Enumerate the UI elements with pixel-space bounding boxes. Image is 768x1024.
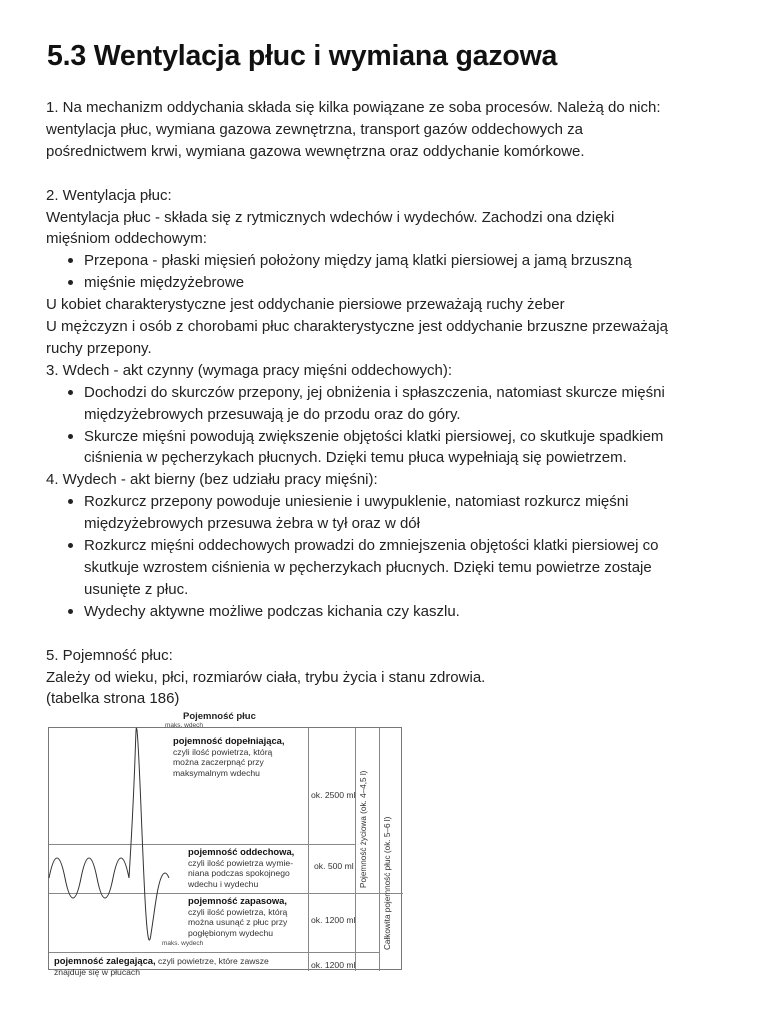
paragraph-line: Wentylacja płuc - składa się z rytmicznych wdechów i wydechów. Zachodzi ona dzięki [46, 208, 615, 226]
capacity-cell: pojemność dopełniająca, czyli ilość powietrza, którą można zaczerpnąć przy maksymalnym wdechu [173, 735, 285, 778]
list-item: Skurcze mięśni powodują zwiększenie objętości klatki piersiowej, co skutkuje spadkiem ciśnienia w pęcherzykach płucnych. Dzięki temu płuca wypełniają się powietrzem. [84, 426, 746, 470]
bullet-list [46, 491, 746, 622]
bullet-list [46, 382, 746, 470]
vital-capacity-label: Pojemność życiowa (ok. 4–4,5 l) [359, 770, 368, 888]
capacity-amount: ok. 2500 ml [311, 790, 356, 800]
lung-capacity-figure [48, 710, 404, 977]
paragraph-line: U mężczyzn i osób z chorobami płuc charakterystyczne jest oddychanie brzuszne przeważają [46, 318, 668, 336]
capacity-cell: pojemność oddechowa, czyli ilość powietrza wymie- niana podczas spokojnego wdechu i wydechu [188, 846, 295, 889]
section-heading: 3. Wdech - akt czynny (wymaga pracy mięśni oddechowych): [46, 361, 452, 379]
section-heading: 2. Wentylacja płuc: [46, 186, 172, 204]
list-item: Rozkurcz mięśni oddechowych prowadzi do zmniejszenia objętości klatki piersiowej co skutkuje wzrostem ciśnienia w pęcherzykach płucnych. Dzięki temu powietrze zostaje usunięte z płuc. [84, 535, 746, 601]
paragraph-line: (tabelka strona 186) [46, 690, 180, 708]
figure-title: Pojemność płuc [183, 711, 256, 722]
capacity-cell: pojemność zalegająca, czyli powietrze, które zawsze znajduje się w płucach [54, 955, 269, 977]
list-item: Przepona - płaski mięsień położony między jamą klatki piersiowej a jamą brzuszną [84, 250, 746, 272]
max-inhale-label: maks. wdech [165, 722, 203, 729]
bullet-list [46, 250, 746, 294]
list-item: mięśnie międzyżebrowe [84, 272, 746, 294]
capacity-cell: pojemność zapasowa, czyli ilość powietrza, którą można usunąć z płuc przy pogłębionym wydechu [188, 895, 288, 938]
total-capacity-label: Całkowita pojemność płuc (ok. 5–6 l) [383, 816, 392, 950]
paragraph-line: 1. Na mechanizm oddychania składa się kilka powiązane ze soba procesów. Należą do nich: [46, 99, 661, 116]
section-heading: 5. Pojemność płuc: [46, 646, 173, 664]
capacity-amount: ok. 1200 ml [311, 915, 356, 925]
section-heading: 4. Wydech - akt bierny (bez udziału pracy mięśni): [46, 471, 378, 489]
capacity-amount: ok. 500 ml [314, 861, 354, 871]
paragraph-line: pośrednictwem krwi, wymiana gazowa wewnętrzna oraz oddychanie komórkowe. [46, 142, 585, 160]
page-title: 5.3 Wentylacja płuc i wymiana gazowa [47, 40, 558, 72]
paragraph-line: U kobiet charakterystyczne jest oddychanie piersiowe przeważają ruchy żeber [46, 296, 565, 314]
max-exhale-label: maks. wydech [162, 940, 204, 947]
paragraph-line: ruchy przepony. [46, 339, 152, 357]
paragraph-line: mięśniom oddechowym: [46, 230, 207, 248]
paragraph-line: wentylacja płuc, wymiana gazowa zewnętrzna, transport gazów oddechowych za [46, 120, 583, 138]
list-item: Wydechy aktywne możliwe podczas kichania czy kaszlu. [84, 601, 746, 623]
capacity-amount: ok. 1200 ml [311, 960, 356, 970]
list-item: Rozkurcz przepony powoduje uniesienie i uwypuklenie, natomiast rozkurcz mięśni międzyżebrowych przesuwa żebra w tył oraz w dół [84, 491, 746, 535]
lung-capacity-table [48, 722, 402, 977]
document-body [46, 97, 746, 710]
paragraph-line: Zależy od wieku, płci, rozmiarów ciała, trybu życia i stanu zdrowia. [46, 668, 486, 686]
list-item: Dochodzi do skurczów przepony, jej obniżenia i spłaszczenia, natomiast skurcze mięśni międzyżebrowych przesuwają je do przodu oraz do góry. [84, 382, 746, 426]
